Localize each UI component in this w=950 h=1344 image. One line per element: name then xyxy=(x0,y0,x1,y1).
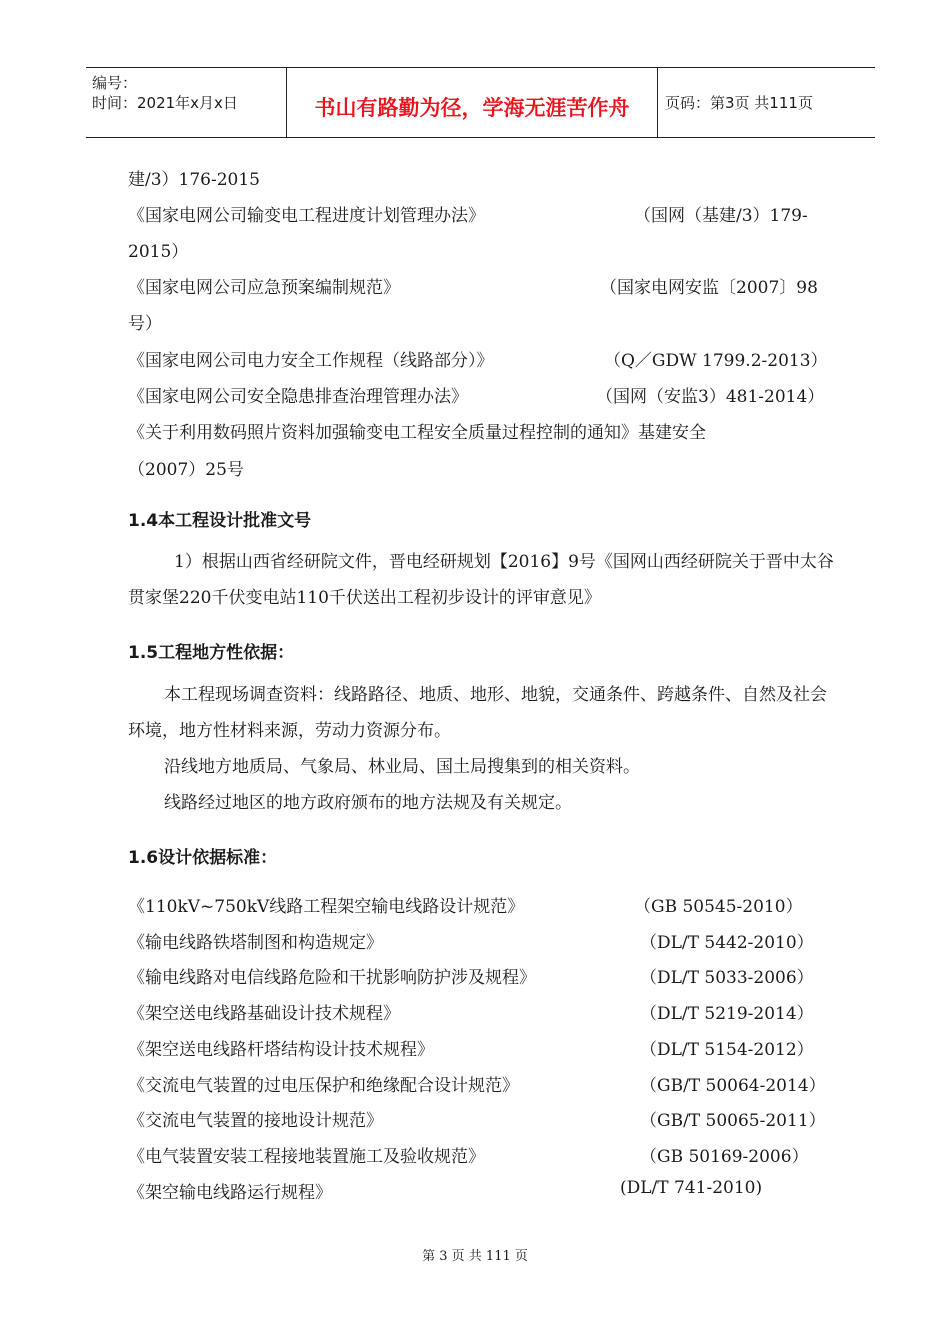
standard-name: 《电气装置安装工程接地装置施工及验收规范》 xyxy=(128,1147,485,1167)
doc-line: 建/3）176-2015 xyxy=(128,170,260,190)
standard-name: 《交流电气装置的过电压保护和绝缘配合设计规范》 xyxy=(128,1076,519,1096)
doc-line: 《关于利用数码照片资料加强输变电工程安全质量过程控制的通知》基建安全 xyxy=(128,423,706,443)
doc-line: 《国家电网公司输变电工程进度计划管理办法》 xyxy=(128,206,485,226)
header-meta xyxy=(86,68,286,137)
doc-line: 号） xyxy=(128,314,162,334)
doc-ref: （国网（安监3）481-2014） xyxy=(596,387,825,407)
doc-ref: （国家电网安监〔2007〕98 xyxy=(600,278,818,298)
standard-code: （DL/T 5219-2014） xyxy=(640,1004,814,1024)
standard-code: （GB/T 50064-2014） xyxy=(640,1076,826,1096)
section-1-5-p3: 线路经过地区的地方政府颁布的地方法规及有关规定。 xyxy=(164,793,572,813)
doc-line: 《国家电网公司电力安全工作规程（线路部分）》 xyxy=(128,351,494,371)
standard-code: （DL/T 5033-2006） xyxy=(640,968,814,988)
doc-ref: （Q／GDW 1799.2-2013） xyxy=(604,351,828,371)
standard-code: （GB/T 50065-2011） xyxy=(640,1111,826,1131)
section-heading-1-4: 1.4本工程设计批准文号 xyxy=(128,511,312,531)
standard-code: (DL/T 741-2010) xyxy=(620,1178,763,1198)
standard-name: 《110kV~750kV线路工程架空输电线路设计规范》 xyxy=(128,897,525,917)
standard-code: （DL/T 5154-2012） xyxy=(640,1040,814,1060)
doc-line: 《国家电网公司应急预案编制规范》 xyxy=(128,278,400,298)
standard-code: （GB 50169-2006） xyxy=(640,1147,809,1167)
page-header xyxy=(86,67,875,138)
doc-line: 2015） xyxy=(128,242,189,262)
standard-name: 《架空送电线路杆塔结构设计技术规程》 xyxy=(128,1040,434,1060)
page-footer: 第 3 页 共 111 页 xyxy=(422,1249,528,1264)
header-motto: 书山有路勤为径，学海无涯苦作舟 xyxy=(314,96,630,120)
section-heading-1-5: 1.5工程地方性依据： xyxy=(128,643,295,663)
doc-ref: （国网（基建/3）179- xyxy=(634,206,808,226)
section-1-4-body: 1）根据山西省经研院文件，晋电经研规划【2016】9号《国网山西经研院关于晋中太谷贯家堡220千伏变电站110千伏送出工程初步设计的评审意见》 xyxy=(128,552,834,608)
standard-code: （GB 50545-2010） xyxy=(634,897,803,917)
header-page-label: 页码：第3页 共111页 xyxy=(665,94,813,112)
doc-line: 《国家电网公司安全隐患排查治理管理办法》 xyxy=(128,387,468,407)
standard-name: 《输电线路铁塔制图和构造规定》 xyxy=(128,933,383,953)
section-heading-1-6: 1.6设计依据标准： xyxy=(128,848,278,868)
header-motto-cell xyxy=(286,68,658,137)
standard-name: 《架空送电线路基础设计技术规程》 xyxy=(128,1004,400,1024)
standard-name: 《输电线路对电信线路危险和干扰影响防护涉及规程》 xyxy=(128,968,536,988)
section-1-5-p1: 本工程现场调查资料：线路路径、地质、地形、地貌，交通条件、跨越条件、自然及社会环境，地方性材料来源，劳动力资源分布。 xyxy=(128,685,827,741)
doc-line: （2007）25号 xyxy=(128,460,244,480)
standard-code: （DL/T 5442-2010） xyxy=(640,933,814,953)
serial-label: 编号： xyxy=(92,74,138,92)
standard-name: 《架空输电线路运行规程》 xyxy=(128,1183,332,1203)
standard-name: 《交流电气装置的接地设计规范》 xyxy=(128,1111,383,1131)
section-1-5-p2: 沿线地方地质局、气象局、林业局、国土局搜集到的相关资料。 xyxy=(164,757,640,777)
time-label: 时间：2021年x月x日 xyxy=(92,94,238,112)
